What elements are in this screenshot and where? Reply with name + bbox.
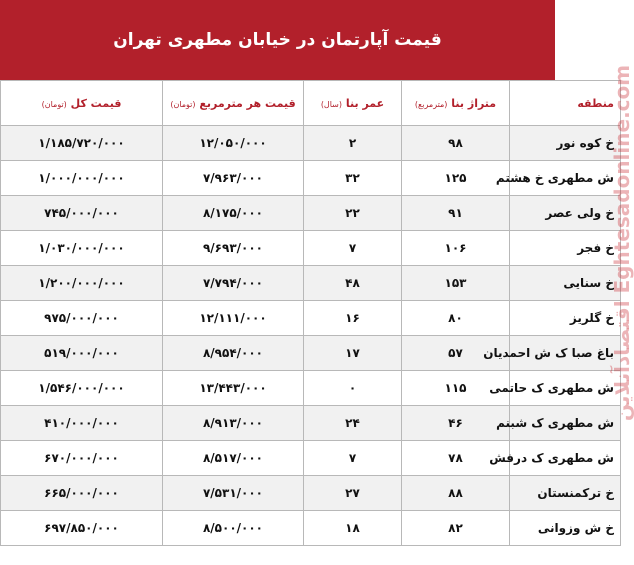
- watermark-en: Eghtesadonline.com: [610, 64, 634, 294]
- cell-area: خ ش وزوانی: [510, 511, 621, 546]
- cell-age: ۲: [304, 126, 402, 161]
- table-row: [1, 511, 621, 546]
- cell-price-per-meter: ۷/۹۶۳/۰۰۰: [163, 161, 304, 196]
- header-size-label: متراژ بنا: [451, 96, 497, 110]
- cell-total-price: ۴۱۰/۰۰۰/۰۰۰: [1, 406, 163, 441]
- cell-area: خ ترکمنستان: [510, 476, 621, 511]
- cell-size: ۱۲۵: [402, 161, 510, 196]
- header-area: [510, 81, 621, 126]
- cell-total-price: ۶۹۷/۸۵۰/۰۰۰: [1, 511, 163, 546]
- cell-area: خ گلریز: [510, 301, 621, 336]
- header-row: [1, 81, 621, 126]
- cell-age: ۱۶: [304, 301, 402, 336]
- header-ppm-label: قیمت هر مترمربع: [199, 96, 296, 110]
- header-age: [304, 81, 402, 126]
- cell-age: ۲۷: [304, 476, 402, 511]
- cell-total-price: ۹۷۵/۰۰۰/۰۰۰: [1, 301, 163, 336]
- table-row: [1, 266, 621, 301]
- cell-size: ۵۷: [402, 336, 510, 371]
- table-row: [1, 371, 621, 406]
- cell-total-price: ۵۱۹/۰۰۰/۰۰۰: [1, 336, 163, 371]
- cell-size: ۸۰: [402, 301, 510, 336]
- table-row: [1, 126, 621, 161]
- cell-size: ۱۵۳: [402, 266, 510, 301]
- cell-total-price: ۷۴۵/۰۰۰/۰۰۰: [1, 196, 163, 231]
- cell-price-per-meter: ۹/۶۹۳/۰۰۰: [163, 231, 304, 266]
- table-body: [1, 126, 621, 546]
- cell-area: باغ صبا ک ش احمدیان: [510, 336, 621, 371]
- title-bar: [0, 0, 555, 80]
- table-row: [1, 476, 621, 511]
- cell-total-price: ۱/۱۸۵/۷۲۰/۰۰۰: [1, 126, 163, 161]
- header-total-price: [1, 81, 163, 126]
- cell-size: ۴۶: [402, 406, 510, 441]
- header-total-unit: (تومان): [41, 99, 67, 109]
- cell-area: خ ولی عصر: [510, 196, 621, 231]
- cell-price-per-meter: ۸/۹۵۴/۰۰۰: [163, 336, 304, 371]
- cell-total-price: ۱/۲۰۰/۰۰۰/۰۰۰: [1, 266, 163, 301]
- cell-price-per-meter: ۱۳/۴۴۳/۰۰۰: [163, 371, 304, 406]
- cell-area: ش مطهری ک درفش: [510, 441, 621, 476]
- cell-age: ۰: [304, 371, 402, 406]
- watermark-fa: اقتصادآنلاین: [610, 300, 634, 422]
- cell-size: ۸۲: [402, 511, 510, 546]
- cell-size: ۱۰۶: [402, 231, 510, 266]
- cell-area: ش مطهری خ هشتم: [510, 161, 621, 196]
- cell-total-price: ۱/۰۰۰/۰۰۰/۰۰۰: [1, 161, 163, 196]
- cell-age: ۲۴: [304, 406, 402, 441]
- cell-area: ش مطهری ک شبنم: [510, 406, 621, 441]
- cell-age: ۳۲: [304, 161, 402, 196]
- cell-total-price: ۱/۵۴۶/۰۰۰/۰۰۰: [1, 371, 163, 406]
- cell-age: ۷: [304, 231, 402, 266]
- cell-size: ۱۱۵: [402, 371, 510, 406]
- cell-age: ۲۲: [304, 196, 402, 231]
- header-age-label: عمر بنا: [345, 96, 385, 110]
- table-row: [1, 196, 621, 231]
- cell-price-per-meter: ۷/۵۳۱/۰۰۰: [163, 476, 304, 511]
- table-row: [1, 301, 621, 336]
- cell-age: ۷: [304, 441, 402, 476]
- cell-price-per-meter: ۸/۵۰۰/۰۰۰: [163, 511, 304, 546]
- header-area-label: منطقه: [577, 96, 614, 110]
- cell-size: ۷۸: [402, 441, 510, 476]
- cell-age: ۱۸: [304, 511, 402, 546]
- page-title: قیمت آپارتمان در خیابان مطهری تهران: [113, 30, 442, 50]
- cell-area: خ کوه نور: [510, 126, 621, 161]
- cell-area: ش مطهری ک حاتمی: [510, 371, 621, 406]
- header-ppm-unit: (تومان): [170, 99, 196, 109]
- cell-price-per-meter: ۸/۵۱۷/۰۰۰: [163, 441, 304, 476]
- cell-price-per-meter: ۸/۹۱۳/۰۰۰: [163, 406, 304, 441]
- table-row: [1, 406, 621, 441]
- cell-area: خ سنایی: [510, 266, 621, 301]
- cell-size: ۹۱: [402, 196, 510, 231]
- cell-total-price: ۶۶۵/۰۰۰/۰۰۰: [1, 476, 163, 511]
- cell-total-price: ۱/۰۳۰/۰۰۰/۰۰۰: [1, 231, 163, 266]
- table-row: [1, 161, 621, 196]
- cell-total-price: ۶۷۰/۰۰۰/۰۰۰: [1, 441, 163, 476]
- header-age-unit: (سال): [320, 99, 343, 109]
- cell-size: ۸۸: [402, 476, 510, 511]
- table-row: [1, 441, 621, 476]
- header-total-label: قیمت کل: [70, 96, 122, 110]
- table-row: [1, 231, 621, 266]
- cell-price-per-meter: ۱۲/۱۱۱/۰۰۰: [163, 301, 304, 336]
- cell-age: ۴۸: [304, 266, 402, 301]
- header-size: [402, 81, 510, 126]
- cell-age: ۱۷: [304, 336, 402, 371]
- cell-price-per-meter: ۱۲/۰۵۰/۰۰۰: [163, 126, 304, 161]
- header-size-unit: (مترمربع): [414, 99, 448, 109]
- price-table: [0, 80, 621, 546]
- cell-size: ۹۸: [402, 126, 510, 161]
- header-price-per-meter: [163, 81, 304, 126]
- cell-price-per-meter: ۷/۷۹۴/۰۰۰: [163, 266, 304, 301]
- cell-area: خ فجر: [510, 231, 621, 266]
- cell-price-per-meter: ۸/۱۷۵/۰۰۰: [163, 196, 304, 231]
- table-row: [1, 336, 621, 371]
